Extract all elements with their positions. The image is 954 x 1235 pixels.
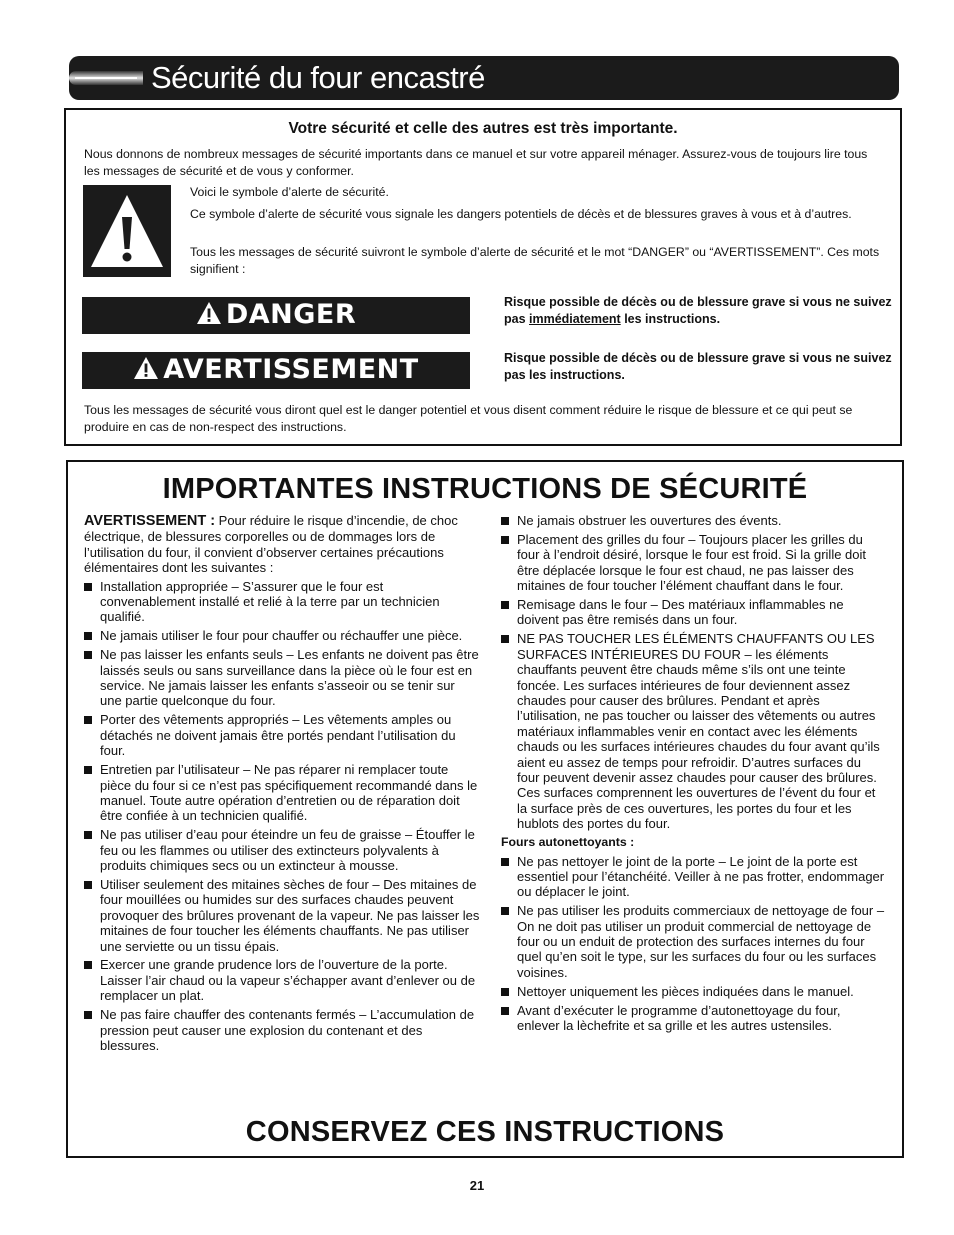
list-item (84, 1007, 480, 1053)
bullet-square-icon (501, 536, 509, 544)
lead-text: Pour réduire le risque d’incendie, de choc électrique, de blessures corporelles ou de dommages lors de l’utilisation du four, il convient d’observer certaines précautions élémentaires dont les suivantes : (84, 513, 458, 576)
list-item-text: Ne pas faire chauffer des contenants fermés – L’accumulation de pression peut causer une explosion du contenant et des blessures. (100, 1007, 475, 1053)
warning-alert-icon (133, 356, 159, 380)
list-item (84, 957, 480, 1003)
warning-description: Risque possible de décès ou de blessure grave si vous ne suivez pas les instructions. (504, 351, 892, 382)
bullet-square-icon (84, 881, 92, 889)
list-item (501, 903, 886, 980)
list-item-text: Placement des grilles du four – Toujours placer les grilles du four à l’endroit désiré, lorsque le four est froid. Si la grille doit être déplacée lorsque le four est chaud, ne pas laisser des mitaines de four toucher l’élément chauffant dans le four. (517, 531, 867, 594)
warning-signal-word (82, 352, 470, 389)
bullet-square-icon (84, 632, 92, 640)
list-item-text: NE PAS TOUCHER LES ÉLÉMENTS CHAUFFANTS OU LES SURFACES INTÉRIEURES DU FOUR – les éléments chauffants peuvent être chauds même s’ils ont une teinte foncée. Les surfaces intérieures de four deviennent assez chaudes pour causer des brûlures. Pendant et après l’utilisation, ne pas toucher ou laisser des vêtements ou autres matériaux inflammables venir en contact avec les éléments chauds ou les surfaces intérieures chaudes du four avant qu’ils aient eu assez de temps pour refroidir. D’autres surfaces du four peuvent devenir assez chaudes pour causer des brûlures. Ces surfaces comprennent les ouvertures de l’évent du four et la surface près de ces ouvertures, les portes du four et les hublots des portes du four. (517, 631, 880, 832)
bullet-square-icon (501, 1007, 509, 1015)
list-item-text: Installation appropriée – S’assurer que le four est convenablement installé et relié à la terre par un technicien qualifié. (100, 578, 440, 625)
safety-heading: Votre sécurité et celle des autres est très importante. (288, 120, 678, 137)
list-item-text: Ne pas utiliser les produits commerciaux de nettoyage de four – On ne doit pas utiliser un produit commercial de nettoyage de four ou un enduit de protection des surfaces internes du four quel qu’en soit le type, sur les surfaces du four ou les surfaces voisines. (517, 903, 885, 980)
list-item (84, 647, 480, 709)
keep-instructions-footer: CONSERVEZ CES INSTRUCTIONS (245, 1116, 725, 1148)
list-item-text: Entretien par l’utilisateur – Ne pas réparer ni remplacer toute pièce du four si ce n’est pas spécifiquement recommandé dans le manuel. Toute autre opération d’entretien ou de réparation doit être confiée à un technicien qualifié. (100, 762, 478, 824)
list-item (501, 597, 886, 628)
bullet-square-icon (84, 716, 92, 724)
warning-lead (84, 513, 480, 576)
list-item (84, 628, 480, 643)
list-item (84, 579, 480, 625)
section-header-bar (69, 56, 899, 100)
danger-label: DANGER (225, 299, 357, 330)
self-clean-heading: Fours autonettoyants : (501, 835, 635, 850)
list-item-text: Exercer une grande prudence lors de l’ouverture de la porte. Laisser l’air chaud ou la vapeur s’échapper avant d’enlever ou de remplacer un plat. (100, 957, 476, 1004)
list-item-text: Utiliser seulement des mitaines sèches de four – Des mitaines de four mouillées ou humides sur des surfaces chaudes peuvent provoquer des brûlures provenant de la vapeur. Ne pas laisser les mitaines de four toucher les éléments chauffants. Ne pas utiliser une serviette ou un tissu épais. (100, 876, 480, 954)
list-item (501, 513, 886, 528)
list-item (84, 762, 480, 824)
list-item-text: Ne jamais utiliser le four pour chauffer ou réchauffer une pièce. (100, 628, 463, 644)
danger-description (504, 294, 896, 328)
list-item-text: Ne pas laisser les enfants seuls – Les enfants ne doivent pas être laissés seuls ou sans surveillance dans la pièce où le four est en service. Ne jamais laisser les enfants s’asseoir ou se tenir sur une partie quelconque du four. (100, 647, 479, 709)
bullet-square-icon (501, 517, 509, 525)
list-item-text: Avant d’exécuter le programme d’autonettoyage du four, enlever la lèchefrite et sa grille et les autres ustensiles. (517, 1002, 841, 1034)
danger-text-emphasis: immédiatement (529, 312, 621, 326)
safety-outro: Tous les messages de sécurité vous diront quel est le danger potentiel et vous disent comment réduire le risque de blessure et ce qui peut se produire en cas de non-respect des instructions. (84, 403, 853, 434)
bullet-square-icon (501, 907, 509, 915)
list-item (501, 984, 886, 999)
bullet-square-icon (84, 1011, 92, 1019)
instructions-right-column (501, 513, 886, 1037)
danger-text: Risque possible de décès ou de blessure grave si vous ne suivez pas (504, 295, 892, 326)
list-item (501, 631, 886, 831)
danger-text-end: les instructions. (620, 312, 721, 326)
bullet-square-icon (84, 831, 92, 839)
danger-signal-word (82, 297, 470, 334)
self-clean-list (501, 854, 886, 1034)
safety-alert-icon (83, 185, 171, 277)
list-item-text: Ne jamais obstruer les ouvertures des évents. (517, 513, 782, 528)
bullet-square-icon (84, 583, 92, 591)
left-instruction-list (84, 579, 480, 1054)
warning-label: AVERTISSEMENT (163, 354, 419, 385)
bullet-square-icon (84, 961, 92, 969)
list-item (501, 1003, 886, 1034)
danger-alert-icon (196, 301, 222, 325)
lead-label: AVERTISSEMENT : (84, 513, 216, 529)
list-item-text: Ne pas nettoyer le joint de la porte – Le joint de la porte est essentiel pour l’étanchéité. Veiller à ne pas frotter, endommager ou déplacer le joint. (517, 853, 885, 900)
bullet-square-icon (501, 635, 509, 643)
section-title: Sécurité du four encastré (151, 60, 485, 95)
right-instruction-list (501, 513, 886, 832)
symbol-line-3: Tous les messages de sécurité suivront le symbole d’alerte de sécurité et le mot “DANGER” ou “AVERTISSEMENT”. Ces mots signifient : (190, 245, 880, 276)
instructions-title: IMPORTANTES INSTRUCTIONS DE SÉCURITÉ (162, 473, 808, 505)
bullet-square-icon (84, 651, 92, 659)
list-item-text: Porter des vêtements appropriés – Les vêtements amples ou détachés ne doivent jamais être portés pendant l’utilisation du four. (100, 712, 456, 759)
list-item-text: Remisage dans le four – Des matériaux inflammables ne doivent pas être remisés dans un four. (517, 597, 844, 628)
list-item (84, 712, 480, 758)
safety-message-box (64, 108, 902, 446)
list-item-text: Nettoyer uniquement les pièces indiquées dans le manuel. (517, 983, 854, 999)
bullet-square-icon (501, 988, 509, 996)
bullet-square-icon (501, 601, 509, 609)
important-instructions-box (66, 460, 904, 1158)
list-item (501, 532, 886, 594)
list-item-text: Ne pas utiliser d’eau pour éteindre un feu de graisse – Étouffer le feu ou les flammes ou utiliser des extincteurs polyvalents à produits chimiques secs ou un extincteur à mousse. (100, 827, 475, 874)
list-item (84, 827, 480, 873)
page-number: 21 (469, 1178, 485, 1193)
symbol-line-2: Ce symbole d’alerte de sécurité vous signale les dangers potentiels de décès et de blessures graves à vous et à d’autres. (190, 207, 852, 221)
header-decoration (69, 71, 143, 85)
list-item (501, 854, 886, 900)
bullet-square-icon (84, 766, 92, 774)
instructions-left-column (84, 513, 480, 1057)
symbol-line-1: Voici le symbole d’alerte de sécurité. (190, 185, 389, 199)
list-item (84, 877, 480, 954)
safety-intro: Nous donnons de nombreux messages de sécurité importants dans ce manuel et sur votre appareil ménager. Assurez-vous de toujours lire tous les messages de sécurité et de vous y conformer. (84, 147, 868, 178)
bullet-square-icon (501, 858, 509, 866)
